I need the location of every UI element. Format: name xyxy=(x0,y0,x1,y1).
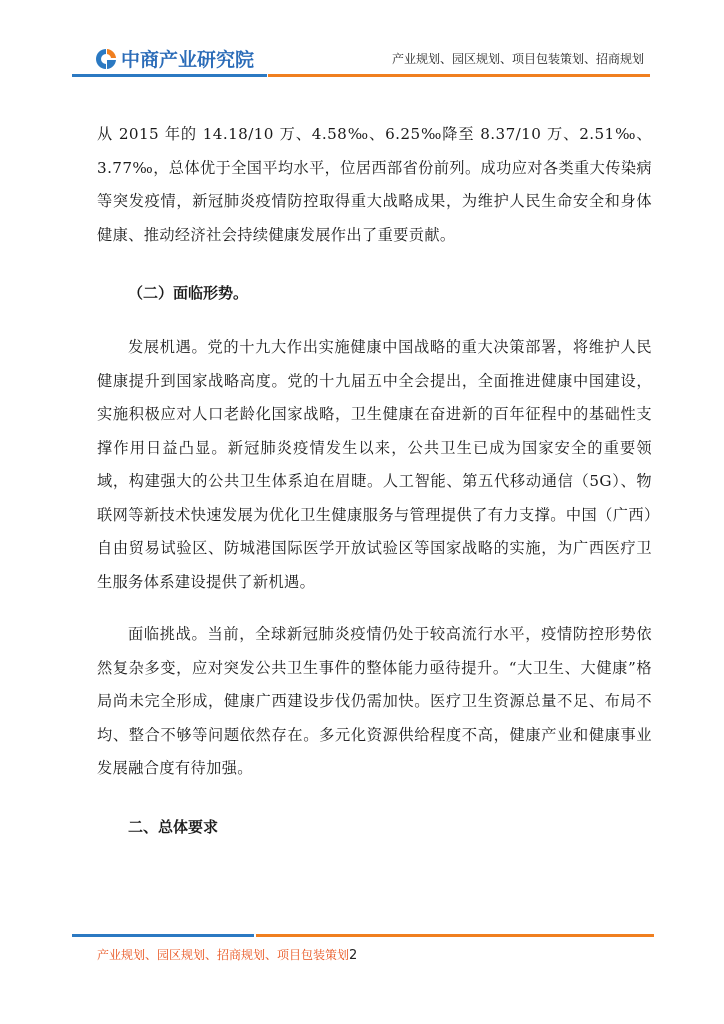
header-divider-orange xyxy=(268,74,650,77)
paragraph-challenge: 面临挑战。当前，全球新冠肺炎疫情仍处于较高流行水平，疫情防控形势依然复杂多变，应对突发公共卫生事件的整体能力亟待提升。“大卫生、大健康”格局尚未完全形成，健康广西建设步伐仍需加快。医疗卫生资源总量不足、布局不均、整合不够等问题依然存在。多元化资源供给程度不高，健康产业和健康事业发展融合度有待加强。 xyxy=(97,625,652,777)
page-number: 2 xyxy=(349,948,358,963)
footer-divider-blue xyxy=(72,934,254,937)
footer-divider-orange xyxy=(256,934,654,937)
logo-icon xyxy=(95,48,117,70)
header-tagline: 产业规划、园区规划、项目包装策划、招商规划 xyxy=(391,52,644,66)
header-divider-blue xyxy=(72,74,267,77)
logo xyxy=(95,45,254,72)
page-header xyxy=(0,0,724,80)
section-heading-situation: （二）面临形势。 xyxy=(128,284,249,302)
page-footer xyxy=(97,946,357,963)
section-heading-overall: 二、总体要求 xyxy=(128,817,219,836)
paragraph-opportunity: 发展机遇。党的十九大作出实施健康中国战略的重大决策部署，将维护人民健康提升到国家战略高度。党的十九届五中全会提出，全面推进健康中国建设，实施积极应对人口老龄化国家战略，卫生健康在奋进新的百年征程中的基础性支撑作用日益凸显。新冠肺炎疫情发生以来，公共卫生已成为国家安全的重要领域，构建强大的公共卫生体系迫在眉睫。人工智能、第五代移动通信（5G）、物联网等新技术快速发展为优化卫生健康服务与管理提供了有力支撑。中国（广西）自由贸易试验区、防城港国际医学开放试验区等国家战略的实施，为广西医疗卫生服务体系建设提供了新机遇。 xyxy=(97,338,652,591)
logo-text: 中商产业研究院 xyxy=(121,49,255,71)
footer-tagline: 产业规划、园区规划、招商规划、项目包装策划 xyxy=(97,948,350,962)
document-body xyxy=(97,118,652,837)
paragraph-statistics: 从 2015 年的 14.18/10 万、4.58‰、6.25‰降至 8.37/10 万、2.51‰、3.77‰，总体优于全国平均水平，位居西部省份前列。成功应对各类重大传染病等突发疫情，新冠肺炎疫情防控取得重大战略成果，为维护人民生命安全和身体健康、推动经济社会持续健康发展作出了重要贡献。 xyxy=(97,125,652,244)
